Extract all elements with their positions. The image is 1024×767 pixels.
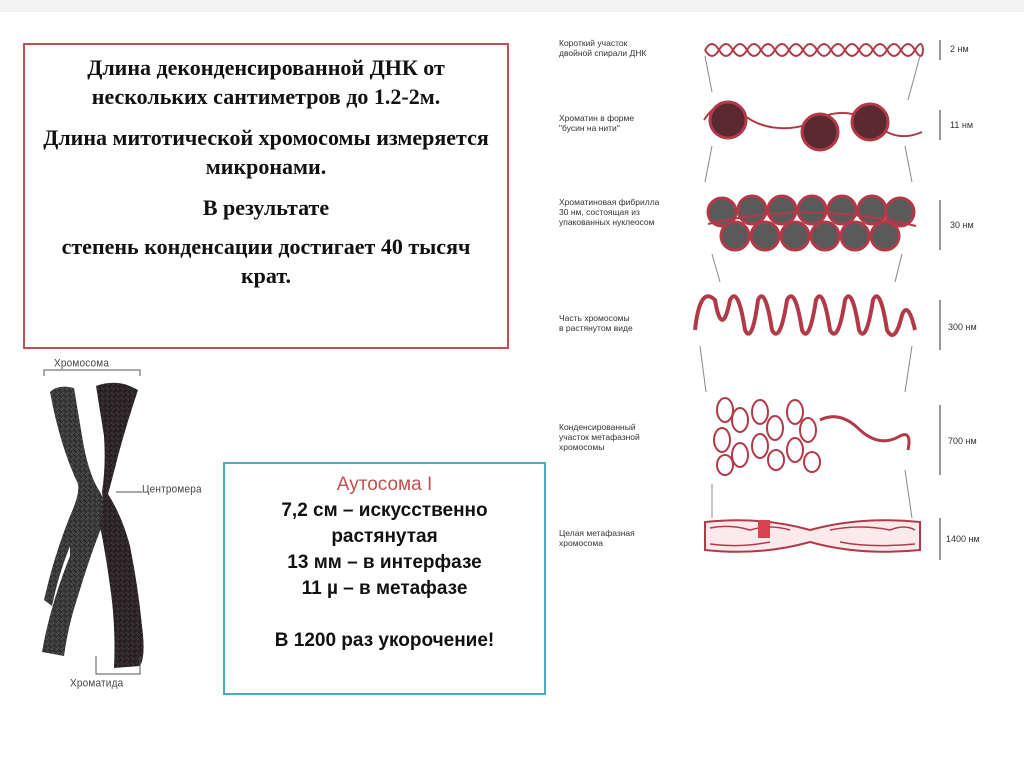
label-centromere: Центромера (142, 483, 202, 496)
scale-2nm: 2 нм (950, 44, 969, 54)
scale-11nm: 11 нм (950, 120, 974, 130)
chromatin-packaging-diagram (540, 28, 1020, 568)
dna-double-helix (705, 44, 923, 56)
beads-on-string (704, 102, 922, 150)
scale-300nm: 300 нм (948, 322, 977, 332)
level-2-label: Хроматин в форме "бусин на нити" (559, 113, 635, 133)
dna-length-textbox (23, 43, 509, 349)
label-chromatid: Хроматида (70, 677, 124, 690)
label-chromosome: Хромосома (54, 357, 110, 370)
paragraph-result: В результате (202, 195, 330, 220)
autosome-textbox (223, 462, 546, 695)
autosome-metaphase-length: 11 µ – в метафазе (301, 578, 468, 599)
autosome-stretched-length: 7,2 см – искусственно (281, 500, 488, 521)
top-bar (0, 0, 1024, 12)
condensed-metaphase-section (714, 398, 909, 475)
scale-700nm: 700 нм (948, 436, 977, 446)
paragraph-dna-length: Длина деконденсированной ДНК от нескольких сантиметров до 1.2-2м. (87, 55, 445, 109)
paragraph-chromosome-length: Длина митотической хромосомы измеряется микронами. (43, 125, 489, 179)
level-4-label: Часть хромосомы в растянутом виде (559, 313, 633, 333)
level-6-label: Целая метафазная хромосома (559, 528, 635, 548)
level-1-label: Короткий участок двойной спирали ДНК (559, 38, 647, 58)
autosome-title: Аутосома I (336, 474, 433, 495)
scale-30nm: 30 нм (950, 220, 974, 230)
paragraph-condensation: степень конденсации достигает 40 тысяч крат. (61, 234, 471, 288)
chromosome-loops-300nm (695, 296, 915, 335)
metaphase-chromosome (705, 520, 920, 552)
chromosome-illustration (30, 356, 235, 692)
autosome-stretched-label: растянутая (331, 526, 438, 547)
autosome-interphase-length: 13 мм – в интерфазе (287, 552, 482, 573)
scale-1400nm: 1400 нм (946, 534, 980, 544)
level-5-label: Конденсированный участок метафазной хромосомы (559, 422, 640, 452)
chromatin-fibre-30nm (708, 196, 916, 250)
autosome-shortening: В 1200 раз укорочение! (274, 630, 495, 651)
chromosome-drawing (30, 356, 235, 692)
level-3-label: Хроматиновая фибрилла 30 нм, состоящая из упакованных нуклеосом (559, 197, 660, 227)
